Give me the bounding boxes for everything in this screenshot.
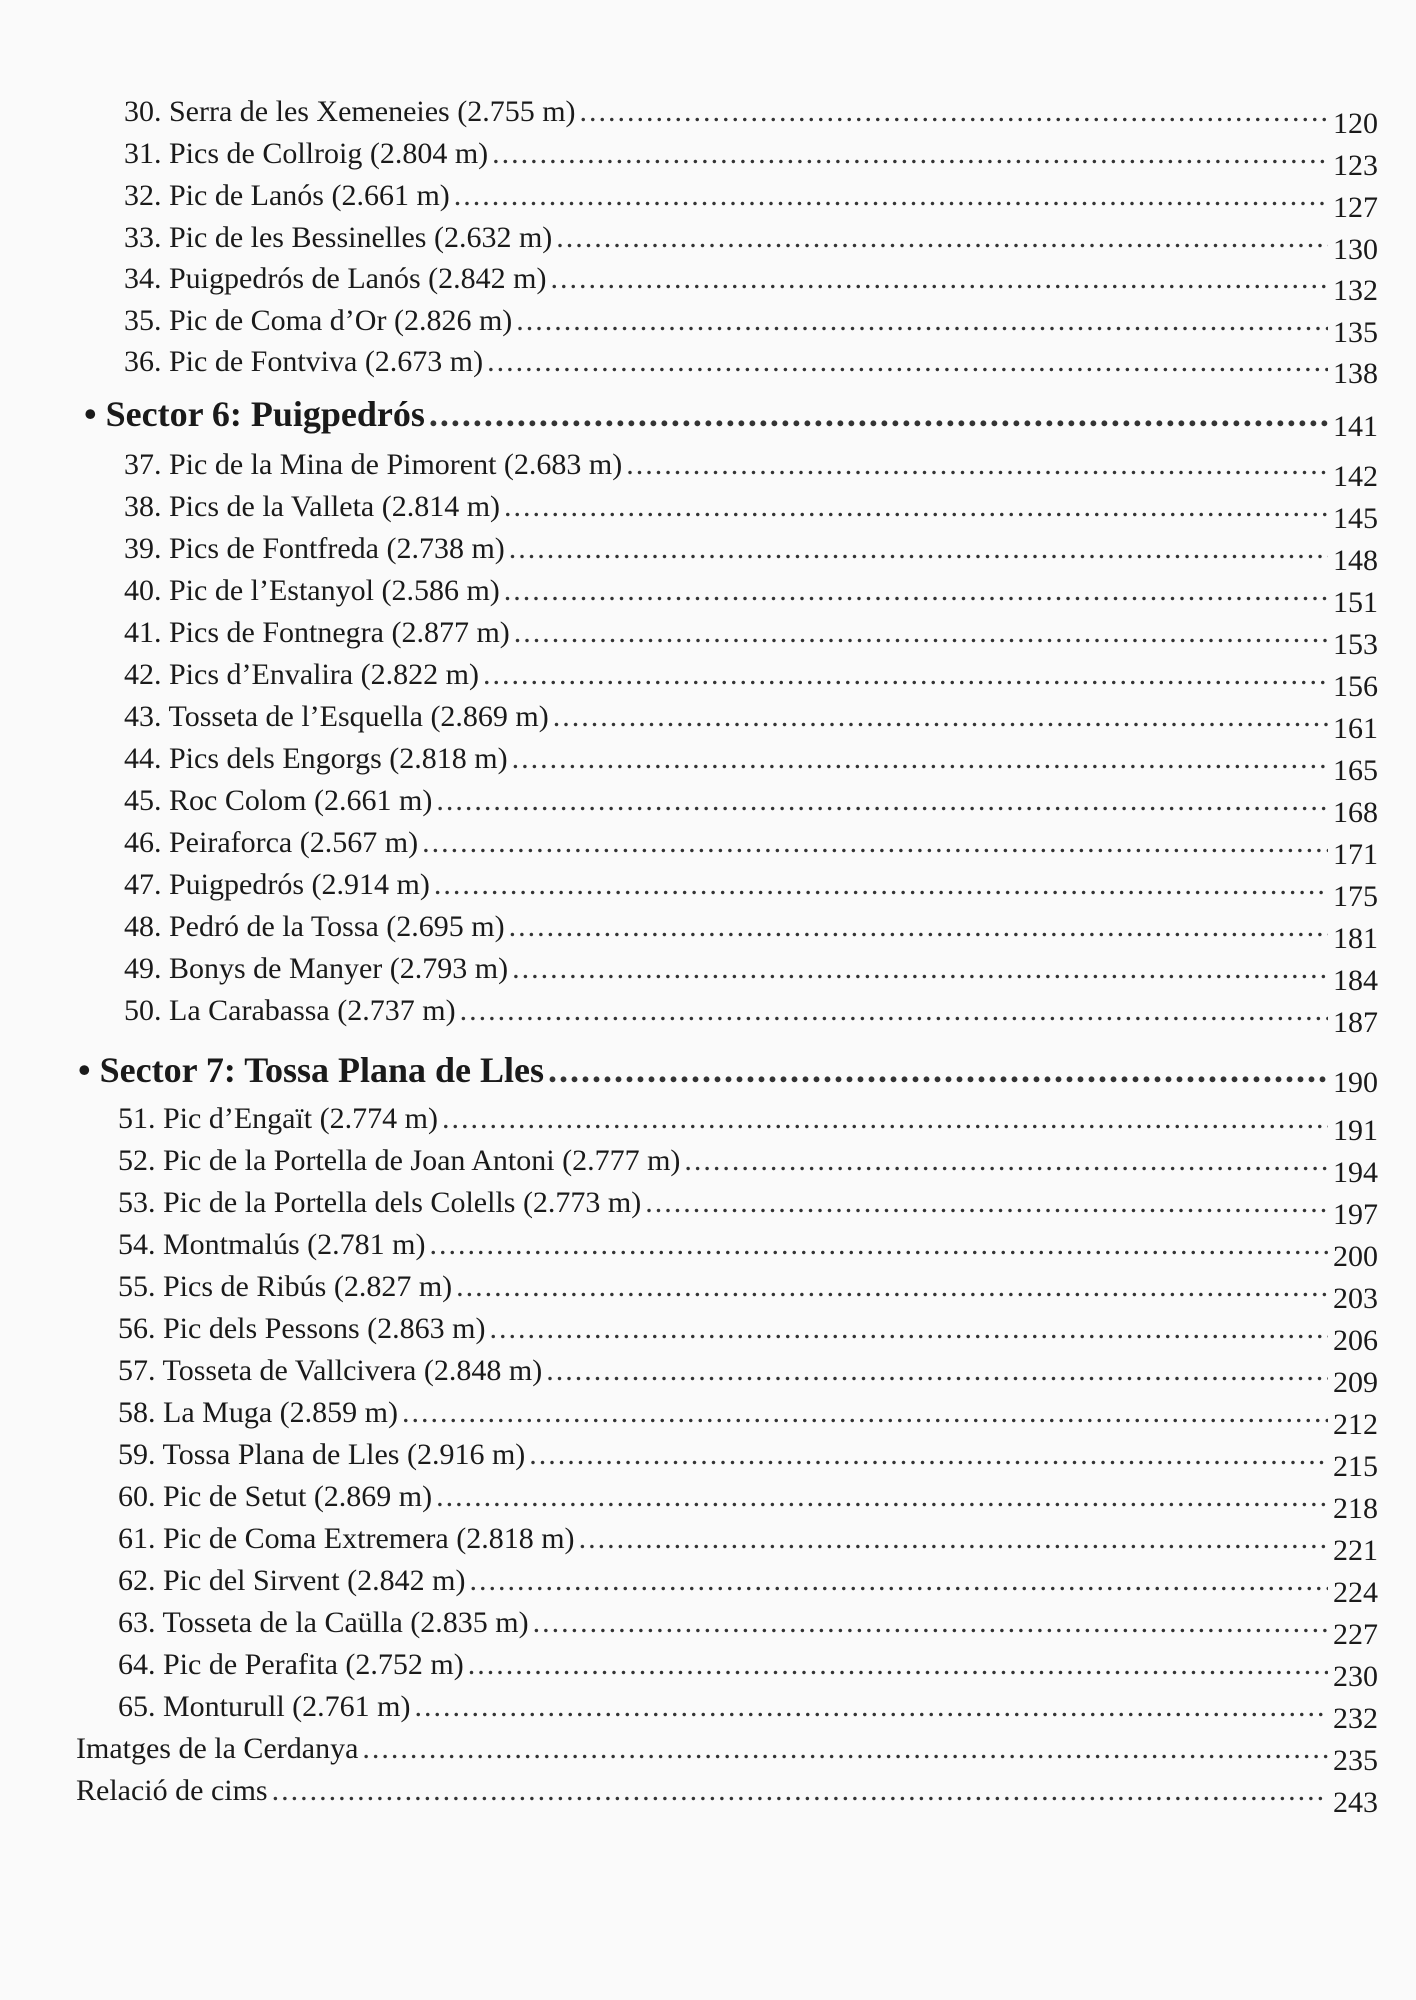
dot-leader	[579, 1521, 1328, 1557]
toc-entry-label: 51. Pic d’Engaït (2.774 m)	[118, 1102, 438, 1135]
toc-entry	[124, 261, 1378, 307]
toc-entry-page: 151	[1333, 586, 1378, 619]
toc-entry-page: 130	[1333, 233, 1378, 266]
toc-entry-label: 48. Pedró de la Tossa (2.695 m)	[124, 910, 505, 943]
toc-entry	[118, 1143, 1378, 1189]
toc-entry-label: 38. Pics de la Valleta (2.814 m)	[124, 490, 501, 523]
toc-entry-label: 45. Roc Colom (2.661 m)	[124, 784, 433, 817]
toc-entry-page: 165	[1333, 754, 1378, 787]
toc-entry-page: 161	[1333, 712, 1378, 745]
toc-entry	[118, 1269, 1378, 1315]
toc-entry-label: Imatges de la Cerdanya	[76, 1732, 359, 1765]
sector-heading-label: • Sector 6: Puigpedrós	[84, 394, 425, 434]
dot-leader	[546, 1353, 1328, 1389]
toc-entry-page: 190	[1333, 1066, 1378, 1099]
dot-leader	[487, 344, 1328, 380]
dot-leader	[553, 699, 1328, 735]
toc-entry-page: 232	[1333, 1702, 1378, 1735]
dot-leader	[422, 825, 1328, 861]
toc-entry-page: 224	[1333, 1576, 1378, 1609]
toc-entry-label: 53. Pic de la Portella dels Colells (2.773 m)	[118, 1186, 642, 1219]
toc-entry-page: 194	[1333, 1156, 1378, 1189]
toc-entry-label: 39. Pics de Fontfreda (2.738 m)	[124, 532, 505, 565]
toc-entry-label: 40. Pic de l’Estanyol (2.586 m)	[124, 574, 500, 607]
dot-leader	[362, 1731, 1328, 1767]
toc-entry-page: 206	[1333, 1324, 1378, 1357]
dot-leader	[483, 657, 1328, 693]
toc-entry-page: 200	[1333, 1240, 1378, 1273]
toc-entry-label: 63. Tosseta de la Caülla (2.835 m)	[118, 1606, 529, 1639]
toc-sector-heading	[84, 394, 1378, 443]
toc-entry-label: 49. Bonys de Manyer (2.793 m)	[124, 952, 509, 985]
toc-entry	[118, 1479, 1378, 1525]
toc-entry-page: 243	[1333, 1786, 1378, 1819]
toc-entry-page: 168	[1333, 796, 1378, 829]
toc-entry	[118, 1521, 1378, 1567]
dot-leader	[442, 1101, 1328, 1137]
toc-entry-page: 135	[1333, 316, 1378, 349]
toc-entry	[124, 825, 1378, 871]
toc-entry-page: 171	[1333, 838, 1378, 871]
toc-entry-page: 227	[1333, 1618, 1378, 1651]
toc-sector-heading	[78, 1050, 1378, 1099]
toc-entry	[124, 867, 1378, 913]
toc-entry	[118, 1563, 1378, 1609]
toc-entry-label: 41. Pics de Fontnegra (2.877 m)	[124, 616, 510, 649]
toc-entry-page: 187	[1333, 1006, 1378, 1039]
toc-entry	[118, 1227, 1378, 1273]
toc-entry-page: 132	[1333, 274, 1378, 307]
dot-leader	[580, 94, 1328, 130]
dot-leader	[468, 1647, 1328, 1683]
toc-entry-page: 142	[1333, 460, 1378, 493]
dot-leader	[512, 741, 1328, 777]
toc-entry-label: 44. Pics dels Engorgs (2.818 m)	[124, 742, 508, 775]
toc-entry-label: 36. Pic de Fontviva (2.673 m)	[124, 345, 484, 378]
dot-leader	[492, 136, 1328, 172]
toc-entry	[124, 615, 1378, 661]
toc-entry-page: 120	[1333, 107, 1378, 140]
toc-entry	[124, 783, 1378, 829]
toc-entry-page: 127	[1333, 191, 1378, 224]
toc-entry-label: 31. Pics de Collroig (2.804 m)	[124, 137, 489, 170]
dot-leader	[454, 178, 1328, 214]
dot-leader	[533, 1605, 1328, 1641]
toc-entry-label: 65. Monturull (2.761 m)	[118, 1690, 411, 1723]
dot-leader	[550, 261, 1328, 297]
toc-entry	[118, 1395, 1378, 1441]
toc-entry-label: 64. Pic de Perafita (2.752 m)	[118, 1648, 464, 1681]
toc-entry-page: 141	[1333, 410, 1378, 443]
dot-leader	[429, 396, 1328, 432]
toc-entry	[124, 447, 1378, 493]
toc-entry-label: Relació de cims	[76, 1774, 268, 1807]
dot-leader	[516, 303, 1328, 339]
toc-entry	[118, 1437, 1378, 1483]
toc-entry-label: 56. Pic dels Pessons (2.863 m)	[118, 1312, 486, 1345]
toc-entry-label: 61. Pic de Coma Extremera (2.818 m)	[118, 1522, 575, 1555]
toc-entry-label: 50. La Carabassa (2.737 m)	[124, 994, 456, 1027]
toc-entry-label: 32. Pic de Lanós (2.661 m)	[124, 179, 450, 212]
dot-leader	[512, 951, 1328, 987]
dot-leader	[684, 1143, 1328, 1179]
dot-leader	[504, 489, 1328, 525]
dot-leader	[456, 1269, 1328, 1305]
toc-entry-page: 209	[1333, 1366, 1378, 1399]
toc-entry-label: 59. Tossa Plana de Lles (2.916 m)	[118, 1438, 526, 1471]
toc-entry	[124, 573, 1378, 619]
dot-leader	[272, 1773, 1328, 1809]
toc-entry-label: 34. Puigpedrós de Lanós (2.842 m)	[124, 262, 547, 295]
toc-entry-label: 58. La Muga (2.859 m)	[118, 1396, 398, 1429]
toc-entry-label: 33. Pic de les Bessinelles (2.632 m)	[124, 221, 553, 254]
toc-entry-label: 62. Pic del Sirvent (2.842 m)	[118, 1564, 466, 1597]
toc-entry	[118, 1311, 1378, 1357]
toc-entry	[124, 657, 1378, 703]
dot-leader	[529, 1437, 1328, 1473]
toc-entry	[124, 178, 1378, 224]
toc-entry	[124, 136, 1378, 182]
toc-entry-label: 54. Montmalús (2.781 m)	[118, 1228, 426, 1261]
toc-entry	[76, 1773, 1378, 1819]
toc-entry-page: 148	[1333, 544, 1378, 577]
toc-entry-label: 55. Pics de Ribús (2.827 m)	[118, 1270, 453, 1303]
toc-entry	[124, 993, 1378, 1039]
toc-entry	[118, 1689, 1378, 1735]
toc-entry	[118, 1647, 1378, 1693]
dot-leader	[514, 615, 1328, 651]
toc-entry-page: 230	[1333, 1660, 1378, 1693]
dot-leader	[469, 1563, 1328, 1599]
dot-leader	[626, 447, 1328, 483]
toc-entry	[124, 951, 1378, 997]
toc-entry	[76, 1731, 1378, 1777]
dot-leader	[460, 993, 1328, 1029]
dot-leader	[490, 1311, 1329, 1347]
dot-leader	[509, 909, 1328, 945]
toc-entry-page: 191	[1333, 1114, 1378, 1147]
toc-entry-page: 197	[1333, 1198, 1378, 1231]
toc-entry-page: 215	[1333, 1450, 1378, 1483]
toc-entry-page: 212	[1333, 1408, 1378, 1441]
toc-entry-page: 138	[1333, 357, 1378, 390]
toc-entry-page: 221	[1333, 1534, 1378, 1567]
toc-entry	[124, 303, 1378, 349]
dot-leader	[430, 1227, 1329, 1263]
toc-entry-page: 145	[1333, 502, 1378, 535]
toc-entry-label: 30. Serra de les Xemeneies (2.755 m)	[124, 95, 576, 128]
toc-entry-label: 46. Peiraforca (2.567 m)	[124, 826, 419, 859]
toc-entry	[124, 909, 1378, 955]
toc-entry-label: 60. Pic de Setut (2.869 m)	[118, 1480, 433, 1513]
toc-entry	[124, 531, 1378, 577]
dot-leader	[436, 783, 1328, 819]
toc-entry	[118, 1353, 1378, 1399]
dot-leader	[434, 867, 1328, 903]
toc-entry-page: 181	[1333, 922, 1378, 955]
toc-entry	[118, 1185, 1378, 1231]
toc-entry	[124, 220, 1378, 266]
toc-entry-page: 203	[1333, 1282, 1378, 1315]
toc-entry-page: 175	[1333, 880, 1378, 913]
toc-entry	[124, 94, 1378, 140]
dot-leader	[415, 1689, 1329, 1725]
toc-entry-label: 37. Pic de la Mina de Pimorent (2.683 m)	[124, 448, 623, 481]
dot-leader	[548, 1052, 1328, 1088]
toc-entry	[124, 489, 1378, 535]
toc-entry	[118, 1605, 1378, 1651]
toc-entry-page: 156	[1333, 670, 1378, 703]
toc-entry	[124, 344, 1378, 390]
toc-entry-page: 123	[1333, 149, 1378, 182]
sector-heading-label: • Sector 7: Tossa Plana de Lles	[78, 1050, 544, 1090]
dot-leader	[509, 531, 1328, 567]
dot-leader	[504, 573, 1328, 609]
toc-entry-label: 42. Pics d’Envalira (2.822 m)	[124, 658, 479, 691]
toc-entry-label: 52. Pic de la Portella de Joan Antoni (2.777 m)	[118, 1144, 681, 1177]
toc-entry-label: 47. Puigpedrós (2.914 m)	[124, 868, 430, 901]
dot-leader	[436, 1479, 1328, 1515]
dot-leader	[556, 220, 1328, 256]
toc-entry	[124, 699, 1378, 745]
toc-entry-page: 153	[1333, 628, 1378, 661]
toc-entry-page: 184	[1333, 964, 1378, 997]
toc-entry-label: 35. Pic de Coma d’Or (2.826 m)	[124, 304, 513, 337]
toc-entry-page: 235	[1333, 1744, 1378, 1777]
toc-entry-label: 57. Tosseta de Vallcivera (2.848 m)	[118, 1354, 543, 1387]
toc-entry	[118, 1101, 1378, 1147]
toc-entry-label: 43. Tosseta de l’Esquella (2.869 m)	[124, 700, 549, 733]
toc-entry	[124, 741, 1378, 787]
toc-entry-page: 218	[1333, 1492, 1378, 1525]
dot-leader	[402, 1395, 1328, 1431]
dot-leader	[645, 1185, 1328, 1221]
